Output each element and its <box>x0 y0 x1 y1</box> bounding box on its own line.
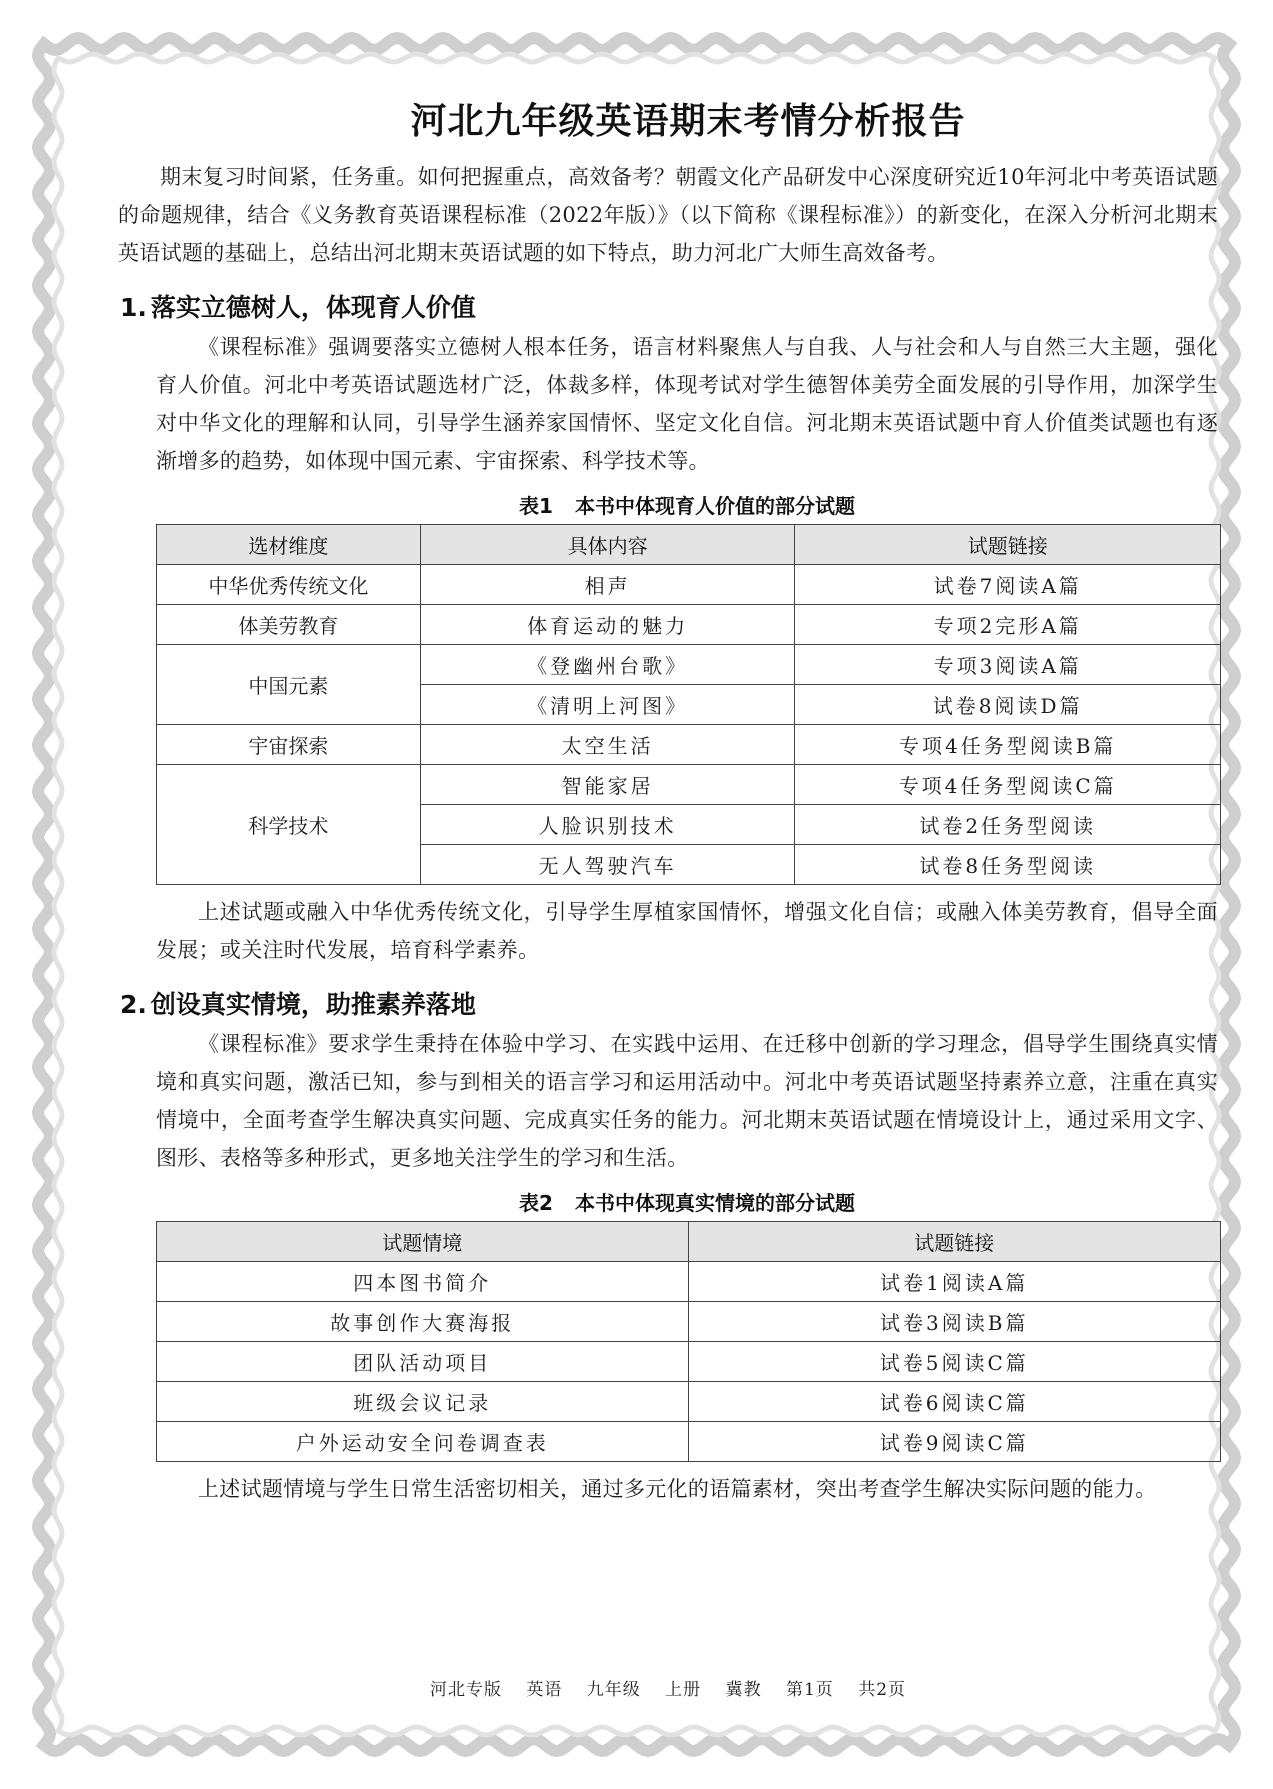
table-1 <box>156 524 1221 885</box>
table-cell-content: 人脸识别技术 <box>420 805 795 845</box>
table-cell-dimension: 中华优秀传统文化 <box>157 565 421 605</box>
footer-grade: 九年级 <box>586 1680 641 1700</box>
table-1-header-row <box>157 525 1221 565</box>
table-row <box>157 1342 1221 1382</box>
table-cell-link: 试卷5阅读C篇 <box>688 1342 1221 1382</box>
table-2-title: 本书中体现真实情境的部分试题 <box>574 1191 855 1215</box>
table-cell-dimension: 科学技术 <box>157 765 421 885</box>
section-1-paragraph: 《课程标准》强调要落实立德树人根本任务，语言材料聚焦人与自我、人与社会和人与自然三大主题，强化育人价值。河北中考英语试题选材广泛，体裁多样，体现考试对学生德智体美劳全面发展的引导作用，加深学生对中华文化的理解和认同，引导学生涵养家国情怀、坚定文化自信。河北期末英语试题中育人价值类试题也有逐渐增多的趋势，如体现中国元素、宇宙探索、科学技术等。 <box>156 335 1218 473</box>
footer-edition: 河北专版 <box>429 1680 502 1700</box>
section-2-after-table-paragraph: 上述试题情境与学生日常生活密切相关，通过多元化的语篇素材，突出考查学生解决实际问题的能力。 <box>198 1477 1157 1501</box>
section-2-heading <box>120 985 1218 1025</box>
table-row <box>157 1302 1221 1342</box>
table-1-header-content: 具体内容 <box>420 525 795 565</box>
table-row <box>157 645 1221 685</box>
intro-paragraph: 期末复习时间紧，任务重。如何把握重点，高效备考？朝霞文化产品研发中心深度研究近10年河北中考英语试题的命题规律，结合《义务教育英语课程标准（2022年版）》（以下简称《课程标准》）的新变化，在深入分析河北期末英语试题的基础上，总结出河北期末英语试题的如下特点，助力河北广大师生高效备考。 <box>118 165 1218 265</box>
table-cell-dimension: 中国元素 <box>157 645 421 725</box>
table-cell-content: 相声 <box>420 565 795 605</box>
table-row <box>157 1382 1221 1422</box>
table-2-header-row <box>157 1222 1221 1262</box>
footer-total-pages: 共2页 <box>858 1680 907 1700</box>
table-1-number: 表1 <box>519 494 553 518</box>
section-1-heading <box>120 288 1218 328</box>
table-cell-dimension: 体美劳教育 <box>157 605 421 645</box>
table-cell-context: 团队活动项目 <box>157 1342 689 1382</box>
table-1-header-link: 试题链接 <box>795 525 1221 565</box>
table-cell-link: 专项2完形A篇 <box>795 605 1221 645</box>
footer-page-number: 第1页 <box>785 1680 834 1700</box>
table-cell-link: 专项3阅读A篇 <box>795 645 1221 685</box>
table-2 <box>156 1221 1221 1462</box>
footer-publisher: 冀教 <box>725 1680 762 1700</box>
page-content <box>118 98 1218 1508</box>
table-cell-content: 智能家居 <box>420 765 795 805</box>
section-1-after-table-paragraph: 上述试题或融入中华优秀传统文化，引导学生厚植家国情怀，增强文化自信；或融入体美劳教育，倡导全面发展；或关注时代发展，培育科学素养。 <box>156 900 1218 962</box>
table-row <box>157 1262 1221 1302</box>
section-1-title: 落实立德树人，体现育人价值 <box>150 293 476 322</box>
table-row <box>157 565 1221 605</box>
footer-subject: 英语 <box>526 1680 563 1700</box>
table-2-header-context: 试题情境 <box>157 1222 689 1262</box>
table-cell-link: 试卷7阅读A篇 <box>795 565 1221 605</box>
table-cell-link: 试卷9阅读C篇 <box>688 1422 1221 1462</box>
table-cell-link: 试卷6阅读C篇 <box>688 1382 1221 1422</box>
page-footer <box>118 1675 1218 1700</box>
table-cell-link: 专项4任务型阅读B篇 <box>795 725 1221 765</box>
table-2-number: 表2 <box>519 1191 553 1215</box>
table-cell-link: 专项4任务型阅读C篇 <box>795 765 1221 805</box>
table-cell-link: 试卷3阅读B篇 <box>688 1302 1221 1342</box>
table-row <box>157 765 1221 805</box>
table-cell-content: 《登幽州台歌》 <box>420 645 795 685</box>
section-2-paragraph: 《课程标准》要求学生秉持在体验中学习、在实践中运用、在迁移中创新的学习理念，倡导学生围绕真实情境和真实问题，激活已知，参与到相关的语言学习和运用活动中。河北中考英语试题坚持素养立意，注重在真实情境中，全面考查学生解决真实问题、完成真实任务的能力。河北期末英语试题在情境设计上，通过采用文字、图形、表格等多种形式，更多地关注学生的学习和生活。 <box>156 1032 1218 1170</box>
table-1-title: 本书中体现育人价值的部分试题 <box>574 494 855 518</box>
table-cell-link: 试卷1阅读A篇 <box>688 1262 1221 1302</box>
section-2-title: 创设真实情境，助推素养落地 <box>150 990 476 1019</box>
table-cell-context: 班级会议记录 <box>157 1382 689 1422</box>
table-cell-dimension: 宇宙探索 <box>157 725 421 765</box>
section-2-number: 2. <box>120 990 147 1019</box>
table-cell-content: 无人驾驶汽车 <box>420 845 795 885</box>
document-title: 河北九年级英语期末考情分析报告 <box>410 101 966 142</box>
table-cell-link: 试卷2任务型阅读 <box>795 805 1221 845</box>
table-cell-content: 《清明上河图》 <box>420 685 795 725</box>
table-2-header-link: 试题链接 <box>688 1222 1221 1262</box>
table-row <box>157 1422 1221 1462</box>
table-2-caption <box>156 1185 1218 1221</box>
table-row <box>157 725 1221 765</box>
section-1-number: 1. <box>120 293 147 322</box>
table-cell-link: 试卷8任务型阅读 <box>795 845 1221 885</box>
table-cell-context: 四本图书简介 <box>157 1262 689 1302</box>
table-cell-link: 试卷8阅读D篇 <box>795 685 1221 725</box>
table-1-caption <box>156 488 1218 524</box>
table-row <box>157 605 1221 645</box>
table-cell-content: 体育运动的魅力 <box>420 605 795 645</box>
table-1-header-dimension: 选材维度 <box>157 525 421 565</box>
footer-volume: 上册 <box>665 1680 702 1700</box>
table-cell-content: 太空生活 <box>420 725 795 765</box>
table-cell-context: 户外运动安全问卷调查表 <box>157 1422 689 1462</box>
table-cell-context: 故事创作大赛海报 <box>157 1302 689 1342</box>
